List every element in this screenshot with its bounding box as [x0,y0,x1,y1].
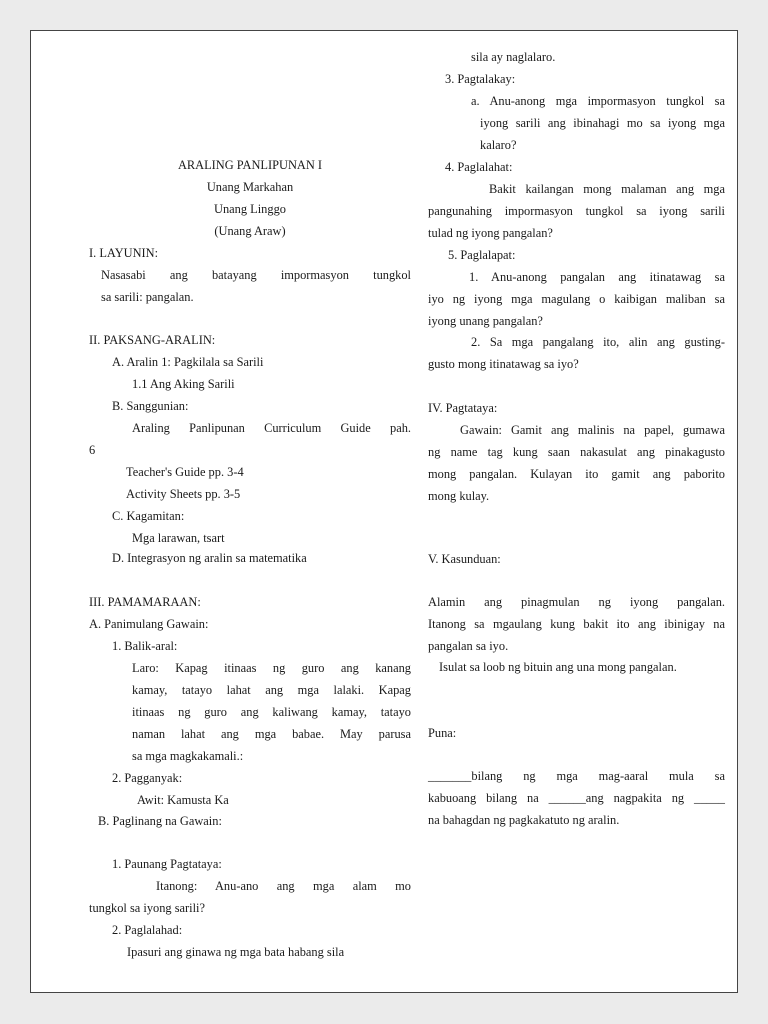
kasunduan-text: Isulat sa loob ng bituin ang una mong pangalan. [439,660,677,674]
paglalapat-text: 2. Sa mga pangalang ito, alin ang gusting- [471,335,725,349]
layunin-heading: I. LAYUNIN: [89,246,159,260]
paglalahat-item: 4. Paglalahat: [445,160,513,174]
pamamaraan-heading: III. PAMAMARAAN: [89,595,201,609]
paglalahad-item: 2. Paglalahad: [112,923,183,937]
paglalahad-text: sila ay naglalaro. [471,50,556,64]
pagtataya-heading: IV. Pagtataya: [428,401,498,415]
kasunduan-text: pangalan sa iyo. [428,639,509,653]
paglalapat-text: iyo ng iyong mga magulang o kaibigan maliban sa [428,292,725,306]
pagtataya-text: mong pangalan. Kulayan ito gamit ang paborito [428,467,725,481]
kasunduan-text: Itanong sa mgaulang kung bakit ito ang ibinigay na [428,617,725,631]
sanggunian-text: Teacher's Guide pp. 3-4 [126,465,244,479]
week-label: Unang Linggo [214,202,286,216]
pagtataya-text: mong kulay. [428,489,490,503]
pagtalakay-text: kalaro? [480,138,517,152]
kasunduan-heading: V. Kasunduan: [428,552,501,566]
laro-text: Laro: Kapag itinaas ng guro ang kanang [132,661,411,675]
sanggunian-text: Activity Sheets pp. 3-5 [126,487,241,501]
puna-text: na bahagdan ng pagkakatuto ng aralin. [428,813,620,827]
paksang-aralin-heading: II. PAKSANG-ARALIN: [89,333,216,347]
document-title: ARALING PANLIPUNAN I [177,158,323,172]
puna-heading: Puna: [428,726,457,740]
sanggunian-item: B. Sanggunian: [112,399,189,413]
day-label: (Unang Araw) [214,224,286,238]
integrasyon-item: D. Integrasyon ng aralin sa matematika [112,551,307,565]
pagtalakay-text: iyong sarili ang ibinahagi mo sa iyong mga [480,116,725,130]
sanggunian-text: 6 [89,443,96,457]
quarter-label: Unang Markahan [206,180,294,194]
sanggunian-text: Araling Panlipunan Curriculum Guide pah. [132,421,411,435]
laro-text: kamay, tatayo lahat ang mga lalaki. Kapag [132,683,411,697]
paglalapat-text: 1. Anu-anong pangalan ang itinatawag sa [469,270,725,284]
puna-text: kabuoang bilang na ______ang nagpakita ng _____ [428,791,725,805]
paglalapat-text: iyong unang pangalan? [428,314,543,328]
kagamitan-text: Mga larawan, tsart [132,531,225,545]
layunin-text: sa sarili: pangalan. [101,290,194,304]
pagtalakay-text: a. Anu-anong mga impormasyon tungkol sa [471,94,725,108]
awit-text: Awit: Kamusta Ka [137,793,229,807]
pagtalakay-item: 3. Pagtalakay: [445,72,516,86]
kasunduan-text: Alamin ang pinagmulan ng iyong pangalan. [428,595,725,609]
paglalahat-text: pangunahing impormasyon tungkol sa iyong sarili [428,204,725,218]
pagtataya-text: Gawain: Gamit ang malinis na papel, gumawa [460,423,725,437]
balik-aral-item: 1. Balik-aral: [112,639,178,653]
aralin-item: A. Aralin 1: Pagkilala sa Sarili [112,355,264,369]
paunang-pagtataya-item: 1. Paunang Pagtataya: [112,857,222,871]
paglalahat-text: Bakit kailangan mong malaman ang mga [489,182,725,196]
pagganyak-item: 2. Pagganyak: [112,771,183,785]
itanong-text: Itanong: Anu-ano ang mga alam mo [156,879,411,893]
aralin-subitem: 1.1 Ang Aking Sarili [132,377,235,391]
paglalahat-text: tulad ng iyong pangalan? [428,226,553,240]
layunin-text: Nasasabi ang batayang impormasyon tungkol [101,268,411,282]
laro-text: itinaas ng guro ang kaliwang kamay, tatayo [132,705,411,719]
paglalahad-text: Ipasuri ang ginawa ng mga bata habang sila [127,945,345,959]
kagamitan-item: C. Kagamitan: [112,509,185,523]
itanong-text: tungkol sa iyong sarili? [89,901,205,915]
paglalapat-text: gusto mong itinatawag sa iyo? [428,357,579,371]
panimulang-gawain: A. Panimulang Gawain: [89,617,209,631]
pagtataya-text: ng name tag kung saan nakasulat ang pinakagusto [428,445,725,459]
laro-text: sa mga magkakamali.: [132,749,244,763]
document-page [30,30,738,993]
paglinang-gawain: B. Paglinang na Gawain: [98,814,222,828]
laro-text: naman lahat ang mga babae. May parusa [132,727,411,741]
puna-text: _______bilang ng mga mag-aaral mula sa [428,769,725,783]
paglalapat-item: 5. Paglalapat: [448,248,516,262]
